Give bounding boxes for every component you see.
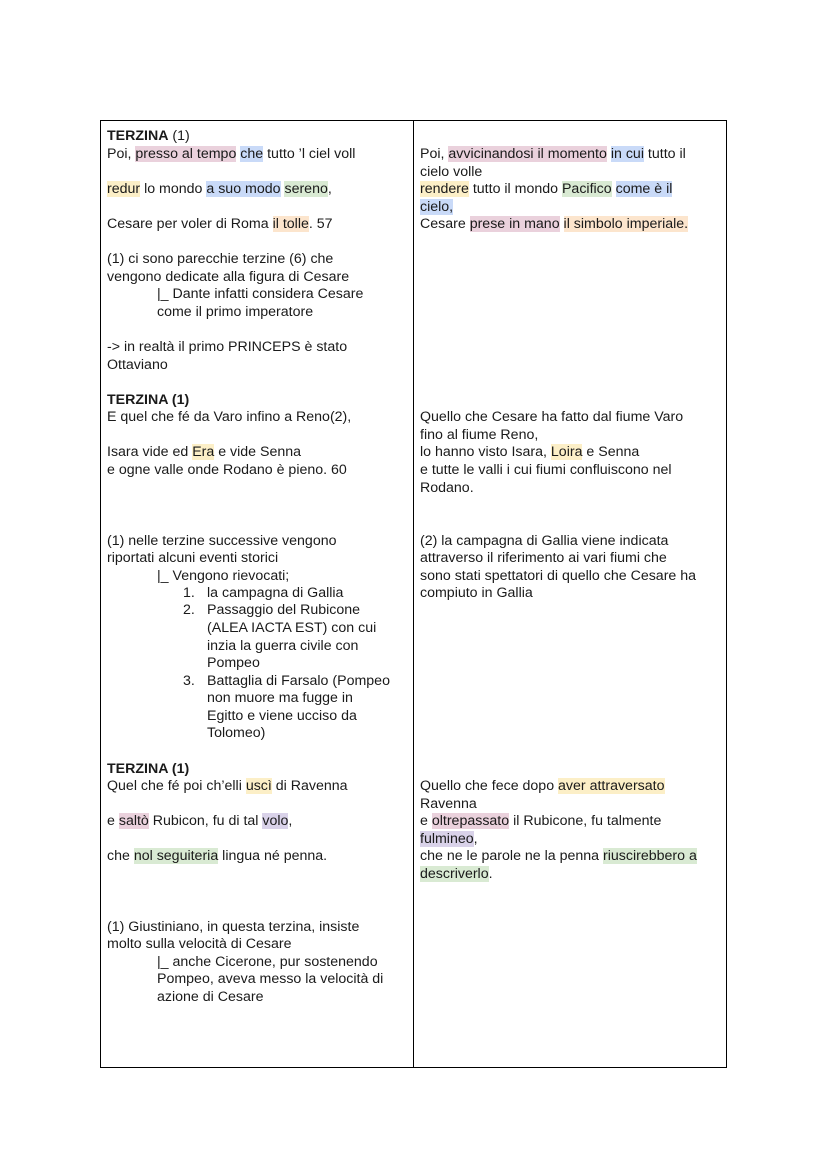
translation-line: Quello che fece dopo aver attraversato — [420, 778, 665, 794]
list-item: la campagna di Gallia — [207, 585, 344, 601]
list-item: Pompeo — [207, 655, 260, 671]
translation-line: e tutte le valli i cui fiumi confluiscono nel — [420, 462, 672, 478]
list-number: 1. — [183, 585, 195, 601]
note-line: (1) Giustiniano, in questa terzina, insiste — [107, 919, 360, 935]
verse-line: Quel che fé poi ch’elli uscì di Ravenna — [107, 778, 348, 794]
verse-line: e ogne valle onde Rodano è pieno. 60 — [107, 462, 347, 478]
list-item: Passaggio del Rubicone — [207, 602, 361, 618]
translation-line: rendere tutto il mondo Pacifico come è il — [420, 181, 673, 197]
translation-line: fulmineo, — [420, 831, 478, 847]
note-line: attraverso il riferimento ai vari fiumi che — [420, 550, 667, 566]
translation-line: fino al fiume Reno, — [420, 427, 539, 443]
verse-line: Cesare per voler di Roma il tolle. 57 — [107, 216, 333, 232]
verse-line: che nol seguiteria lingua né penna. — [107, 848, 328, 864]
translation-line: Rodano. — [420, 480, 474, 496]
note-line: (1) nelle terzine successive vengono — [107, 533, 337, 549]
list-number: 2. — [183, 602, 195, 618]
verse-line: Isara vide ed Era e vide Senna — [107, 444, 302, 460]
sub-note-line: come il primo imperatore — [157, 304, 314, 320]
list-item: Egitto e viene ucciso da — [207, 708, 357, 724]
list-number: 3. — [183, 673, 195, 689]
sub-note-line: azione di Cesare — [157, 989, 264, 1005]
translation-line: Ravenna — [420, 796, 477, 812]
sub-note-line: |_ Vengono rievocati; — [157, 568, 290, 584]
terzina-heading-3: TERZINA (1) — [107, 761, 190, 777]
column-divider — [413, 120, 414, 1068]
translation-line: che ne le parole ne la penna riuscirebbero a — [420, 848, 697, 864]
list-item: Battaglia di Farsalo (Pompeo — [207, 673, 390, 689]
list-item: Tolomeo) — [207, 725, 266, 741]
translation-line: e oltrepassato il Rubicone, fu talmente — [420, 813, 662, 829]
note-line: (1) ci sono parecchie terzine (6) che — [107, 251, 334, 267]
sub-note-line: |_ Dante infatti considera Cesare — [157, 286, 364, 302]
note-line: sono stati spettatori di quello che Cesare ha — [420, 568, 697, 584]
list-item: inzia la guerra civile con — [207, 638, 359, 654]
note-line: (2) la campagna di Gallia viene indicata — [420, 533, 669, 549]
arrow-note-line: -> in realtà il primo PRINCEPS è stato — [107, 339, 348, 355]
list-item: (ALEA IACTA EST) con cui — [207, 620, 377, 636]
sub-note-line: |_ anche Cicerone, pur sostenendo — [157, 954, 378, 970]
note-line: vengono dedicate alla figura di Cesare — [107, 269, 350, 285]
list-item: non muore ma fugge in — [207, 690, 353, 706]
translation-line: cielo volle — [420, 164, 483, 180]
terzina-heading-2: TERZINA (1) — [107, 392, 190, 408]
translation-line: descriverlo. — [420, 866, 493, 882]
note-line: compiuto in Gallia — [420, 585, 533, 601]
translation-line: cielo, — [420, 199, 454, 215]
translation-line: Quello che Cesare ha fatto dal fiume Varo — [420, 409, 684, 425]
note-line: riportati alcuni eventi storici — [107, 550, 279, 566]
verse-line: E quel che fé da Varo infino a Reno(2), — [107, 409, 352, 425]
translation-line: lo hanno visto Isara, Loira e Senna — [420, 444, 640, 460]
note-line: molto sulla velocità di Cesare — [107, 936, 292, 952]
verse-line: redur lo mondo a suo modo sereno, — [107, 181, 332, 197]
terzina-heading-1: TERZINA (1) — [107, 128, 190, 144]
verse-line: Poi, presso al tempo che tutto ’l ciel voll — [107, 146, 356, 162]
verse-line: e saltò Rubicon, fu di tal volo, — [107, 813, 293, 829]
translation-line: Cesare prese in mano il simbolo imperiale. — [420, 216, 689, 232]
translation-line: Poi, avvicinandosi il momento in cui tutto il — [420, 146, 686, 162]
arrow-note-line: Ottaviano — [107, 357, 168, 373]
sub-note-line: Pompeo, aveva messo la velocità di — [157, 971, 384, 987]
